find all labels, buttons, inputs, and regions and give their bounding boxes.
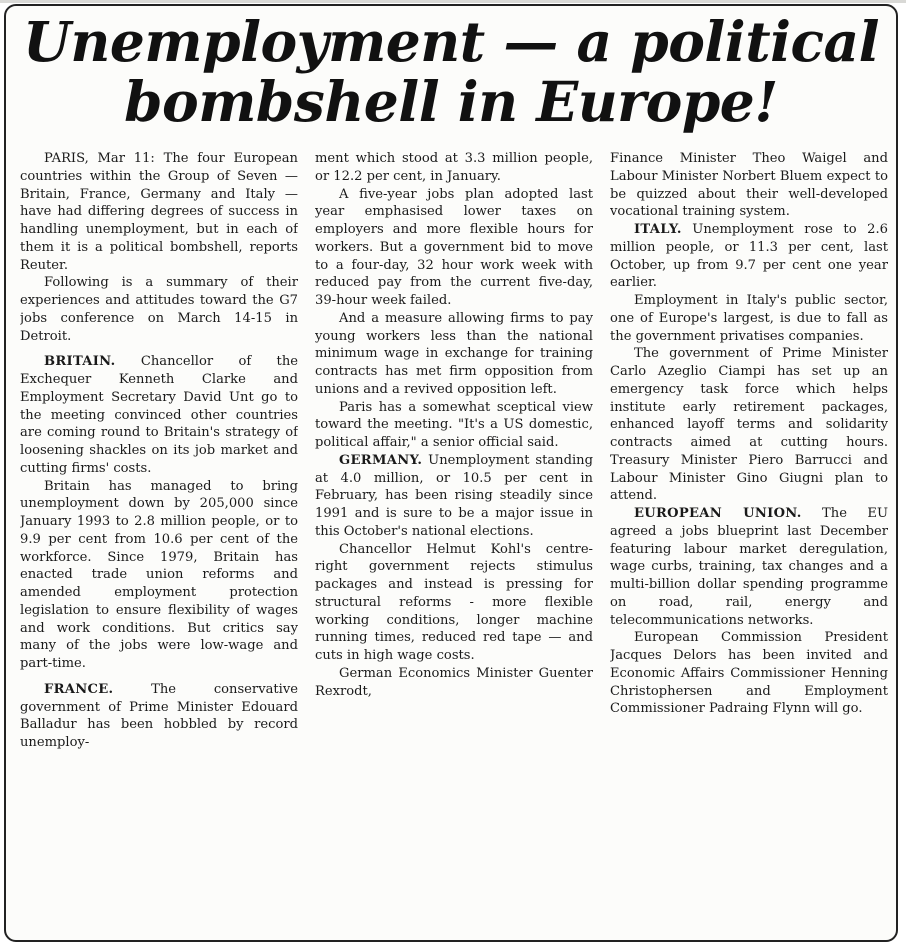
- france-paragraph: [20, 681, 298, 752]
- italy-public-sector-paragraph: Employment in Italy's public sector, one of Europe's largest, is due to fall as the government privatises companies.: [610, 293, 888, 344]
- germany-continued-paragraph: Finance Minister Theo Waigel and Labour Minister Norbert Bluem expect to be quizzed about their well-developed vocational training system.: [610, 151, 888, 220]
- germany-minister-paragraph: German Economics Minister Guenter Rexrodt,: [315, 665, 593, 699]
- article-column-3: [610, 150, 888, 940]
- germany-text: Unemployment standing at 4.0 million, or 10.5 per cent in February, has been rising steadily since 1991 and is sure to be a major issue in this October's national elections.: [315, 452, 593, 539]
- article-column-1: [20, 150, 298, 940]
- britain-paragraph: [20, 353, 298, 477]
- eu-text: The EU agreed a jobs blueprint last December featuring labour market deregulation, wage curbs, training, tax changes and a multi-billion dollar spending programme on road, rail, energy and telecommunications networks.: [610, 506, 888, 628]
- germany-label: GERMANY.: [339, 452, 423, 468]
- page-top-crease: [0, 0, 906, 3]
- britain-label: BRITAIN.: [44, 354, 116, 370]
- britain-text: Chancellor of the Exchequer Kenneth Clarke and Employment Secretary David Unt go to the meeting convinced other countries are coming round to Britain's strategy of loosening shackles on its job market and cutting firms' costs.: [20, 354, 298, 476]
- france-continued-paragraph: ment which stood at 3.3 million people, or 12.2 per cent, in January.: [315, 151, 593, 184]
- germany-paragraph: [315, 452, 593, 541]
- headline-line-2: bombshell in Europe!: [124, 69, 778, 134]
- britain-detail-paragraph: Britain has managed to bring unemployment down by 205,000 since January 1993 to 2.8 million people, or to 9.9 per cent from 10.6 per cent of the workforce. Since 1979, Britain has enacted trade union reforms and amended employment protection legislation to ensure flexibility of wages and work conditions. But critics say many of the jobs were low-wage and part-time.: [20, 478, 298, 671]
- eu-delors-paragraph: European Commission President Jacques Delors has been invited and Economic Affairs Commissioner Henning Christophersen and Employment Commissioner Padraing Flynn will go.: [610, 630, 888, 717]
- article-column-2: [315, 150, 593, 940]
- france-view-paragraph: Paris has a somewhat sceptical view toward the meeting. "It's a US domestic, political affair," a senior official said.: [315, 399, 593, 450]
- eu-label: EUROPEAN UNION.: [634, 506, 802, 521]
- article-frame: [4, 4, 898, 942]
- italy-paragraph: [610, 221, 888, 292]
- france-text: The conservative government of Prime Minister Edouard Balladur has been hobbled by record unemploy-: [20, 681, 298, 750]
- summary-intro-paragraph: Following is a summary of their experiences and attitudes toward the G7 jobs conference on March 14-15 in Detroit.: [20, 275, 298, 344]
- italy-label: ITALY.: [634, 222, 682, 237]
- france-minimum-wage-paragraph: And a measure allowing firms to pay young workers less than the national minimum wage in exchange for training contracts has met firm opposition from unions and a revived opposition left.: [315, 310, 593, 397]
- france-label: FRANCE.: [44, 681, 114, 697]
- italy-ciampi-paragraph: The government of Prime Minister Carlo Azeglio Ciampi has set up an emergency task force which helps institute early retirement packages, enhanced layoff terms and solidarity contracts aimed at cutting hours. Treasury Minister Piero Barrucci and Labour Minister Gino Giugni plan to attend.: [610, 346, 888, 504]
- headline: [6, 9, 896, 134]
- france-jobs-plan-paragraph: A five-year jobs plan adopted last year emphasised lower taxes on employers and more flexible hours for workers. But a government bid to move to a four-day, 32 hour work week with reduced pay from the current five-day, 39-hour week failed.: [315, 186, 593, 308]
- headline-line-1: Unemployment — a political: [22, 9, 880, 74]
- eu-paragraph: [610, 505, 888, 629]
- dateline-paragraph: PARIS, Mar 11: The four European countries within the Group of Seven — Britain, France, Germany and Italy — have had differing degrees of success in handling unemployment, but in each of them it is a political bombshell, reports Reuter.: [20, 151, 298, 273]
- germany-kohl-paragraph: Chancellor Helmut Kohl's centre-right government rejects stimulus packages and instead is pressing for structural reforms - more flexible working conditions, longer machine running times, reduced red tape — and cuts in high wage costs.: [315, 541, 593, 663]
- italy-text: Unemployment rose to 2.6 million people, or 11.3 per cent, last October, up from 9.7 per cent one year earlier.: [610, 222, 888, 291]
